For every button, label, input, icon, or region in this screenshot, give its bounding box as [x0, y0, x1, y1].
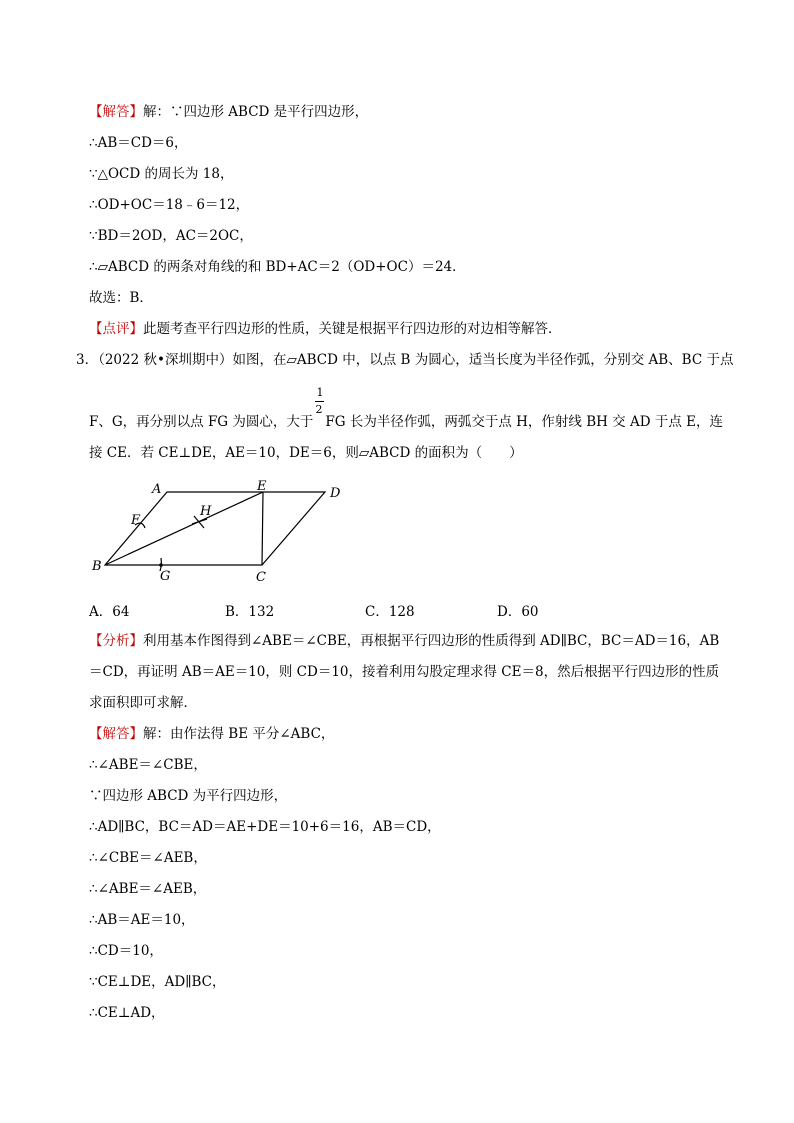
- point-g: [159, 563, 163, 567]
- label-g: G: [160, 569, 171, 584]
- analysis-line-1: 【分析】利用基本作图得到∠ABE＝∠CBE，再根据平行四边形的性质得到 AD∥BC，BC＝AD＝16，AB: [89, 633, 720, 649]
- fraction-one-half: 1 2: [315, 386, 324, 416]
- solution-3-line-9: ∵CE⊥DE，AD∥BC，: [89, 974, 226, 990]
- solution-2-line-4: ∴OD+OC＝18﹣6＝12，: [89, 197, 250, 213]
- choice-b: B．132: [225, 604, 275, 620]
- solution-2-line-7: 故选：B．: [89, 290, 153, 306]
- segment-ce: [262, 492, 263, 565]
- ray-bh: [105, 492, 263, 565]
- label-h: H: [200, 504, 212, 519]
- answer-choices: [89, 600, 709, 620]
- solution-2-line-3: ∵△OCD 的周长为 18，: [89, 166, 234, 182]
- analysis-tag: 【分析】: [89, 633, 143, 649]
- comment-tag: 【点评】: [89, 321, 143, 337]
- solution-3-line-10: ∴CE⊥AD，: [89, 1005, 165, 1021]
- analysis-line-2: ＝CD，再证明 AB＝AE＝10，则 CD＝10，接着利用勾股定理求得 CE＝8，然后根据平行四边形的性质: [89, 664, 720, 680]
- choice-a: A．64: [89, 604, 130, 620]
- choice-d: D．60: [497, 604, 539, 620]
- label-f: F: [131, 513, 141, 528]
- question-3-line-1: 3．（2022 秋•深圳期中）如图，在▱ABCD 中，以点 B 为圆心，适当长度为半径作弧，分别交 AB、BC 于点: [76, 352, 734, 368]
- solution-2-line-2: ∴AB＝CD＝6，: [89, 135, 188, 151]
- solution-3-tag: 【解答】: [89, 726, 143, 742]
- label-b: B: [92, 559, 102, 574]
- solution-2-line-5: ∵BD＝2OD，AC＝2OC，: [89, 228, 253, 244]
- solution-tag: 【解答】: [89, 104, 143, 120]
- solution-3-line-6: ∴∠ABE＝∠AEB，: [89, 881, 207, 897]
- solution-3-line-1: 【解答】解：由作法得 BE 平分∠ABC，: [89, 726, 335, 742]
- solution-3-line-2: ∴∠ABE＝∠CBE，: [89, 757, 207, 773]
- solution-2-line-6: ∴▱ABCD 的两条对角线的和 BD+AC＝2（OD+OC）＝24．: [89, 259, 466, 275]
- solution-2-line-1: 【解答】解：∵四边形 ABCD 是平行四边形，: [89, 104, 369, 120]
- solution-3-line-7: ∴AB＝AE＝10，: [89, 912, 195, 928]
- parallelogram-abcd: [105, 492, 325, 565]
- question-3-line-2: F、G，再分别以点 FG 为圆心，大于 FG 长为半径作弧，两弧交于点 H，作射线 BH 交 AD 于点 E，连: [89, 414, 723, 430]
- comment-2: 【点评】此题考查平行四边形的性质，关键是根据平行四边形的对边相等解答．: [89, 321, 562, 337]
- label-d: D: [330, 486, 341, 501]
- solution-3-line-5: ∴∠CBE＝∠AEB，: [89, 850, 207, 866]
- choice-c: C．128: [365, 604, 415, 620]
- label-c: C: [256, 570, 266, 585]
- solution-3-line-8: ∴CD＝10，: [89, 943, 163, 959]
- solution-3-line-4: ∴AD∥BC，BC＝AD＝AE+DE＝10+6＝16，AB＝CD，: [89, 819, 441, 835]
- label-a: A: [152, 482, 162, 497]
- solution-3-line-3: ∵四边形 ABCD 为平行四边形，: [89, 788, 288, 804]
- analysis-line-3: 求面积即可求解．: [89, 695, 197, 711]
- parallelogram-figure: [90, 478, 350, 588]
- label-e: E: [257, 479, 267, 494]
- question-3-line-3: 接 CE．若 CE⊥DE，AE＝10，DE＝6，则▱ABCD 的面积为（ ）: [89, 445, 523, 461]
